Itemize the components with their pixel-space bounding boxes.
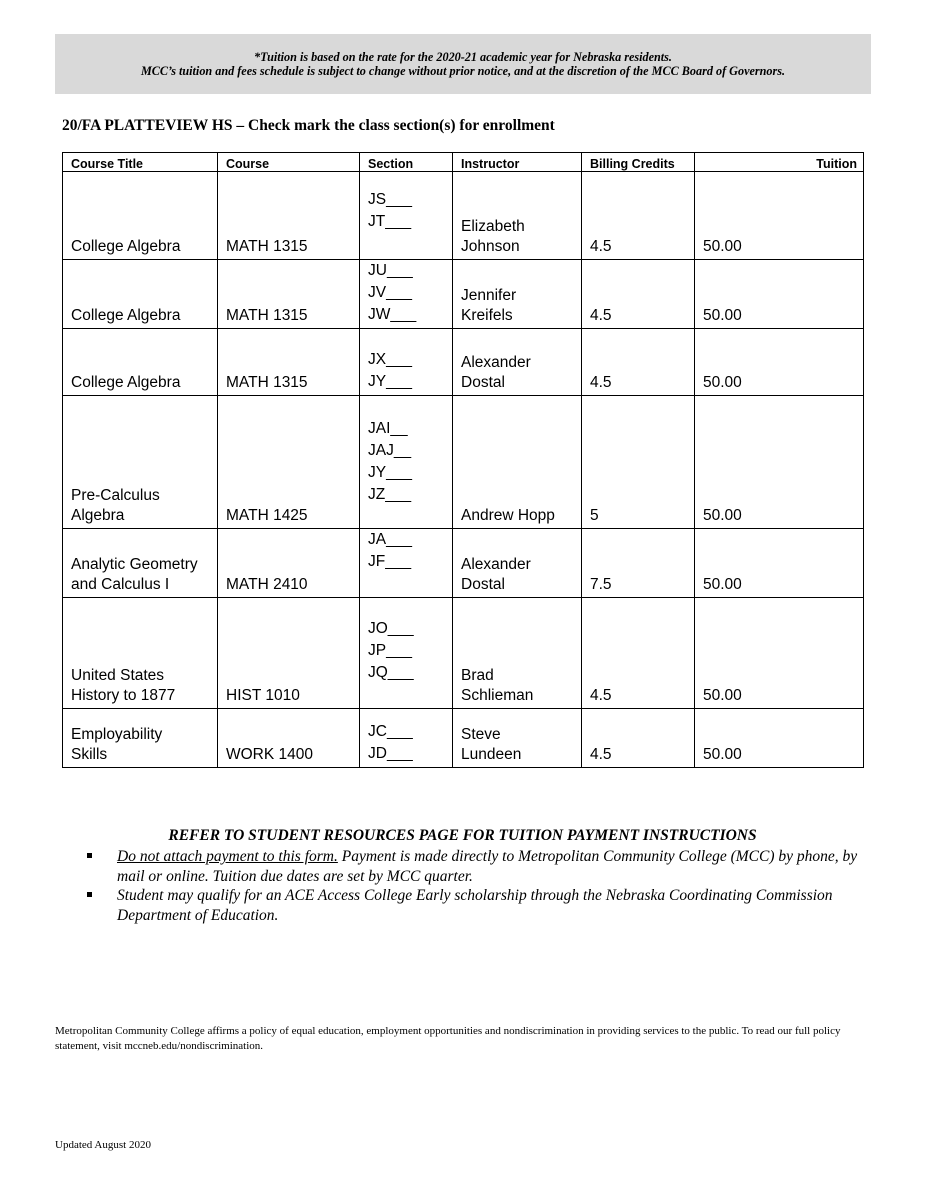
section-checkbox-cell[interactable]: JU___ JV___ JW___	[360, 260, 453, 329]
header-course: Course	[218, 153, 360, 172]
tuition-cell: 50.00	[695, 172, 864, 260]
course-title-cell: College Algebra	[63, 260, 218, 329]
instructor-cell: Alexander Dostal	[453, 529, 582, 598]
course-title-cell: United States History to 1877	[63, 598, 218, 709]
square-bullet-icon	[87, 892, 92, 897]
tuition-cell: 50.00	[695, 260, 864, 329]
tuition-cell: 50.00	[695, 709, 864, 768]
section-checkbox-cell[interactable]: JA___ JF___	[360, 529, 453, 598]
course-code-cell: MATH 1315	[218, 172, 360, 260]
table-header-row	[63, 153, 864, 172]
billing-credits-cell: 4.5	[582, 260, 695, 329]
course-title-cell: College Algebra	[63, 172, 218, 260]
list-item	[87, 847, 867, 886]
table-row	[63, 529, 864, 598]
header-billing-credits: Billing Credits	[582, 153, 695, 172]
refer-heading: REFER TO STUDENT RESOURCES PAGE FOR TUITION PAYMENT INSTRUCTIONS	[168, 827, 757, 844]
square-bullet-icon	[87, 853, 92, 858]
instructor-cell: Alexander Dostal	[453, 329, 582, 396]
header-section: Section	[360, 153, 453, 172]
course-code-cell: HIST 1010	[218, 598, 360, 709]
header-course-title: Course Title	[63, 153, 218, 172]
tuition-notice-line-1: *Tuition is based on the rate for the 2020-21 academic year for Nebraska residents.	[254, 50, 672, 64]
tuition-cell: 50.00	[695, 529, 864, 598]
course-code-cell: WORK 1400	[218, 709, 360, 768]
tuition-cell: 50.00	[695, 396, 864, 529]
billing-credits-cell: 7.5	[582, 529, 695, 598]
instructor-cell: Andrew Hopp	[453, 396, 582, 529]
form-title: 20/FA PLATTEVIEW HS – Check mark the class section(s) for enrollment	[62, 117, 555, 134]
course-code-cell: MATH 1315	[218, 329, 360, 396]
tuition-cell: 50.00	[695, 598, 864, 709]
section-checkbox-cell[interactable]: JO___ JP___ JQ___	[360, 598, 453, 709]
section-checkbox-cell[interactable]: JX___ JY___	[360, 329, 453, 396]
course-title-cell: College Algebra	[63, 329, 218, 396]
table-row	[63, 329, 864, 396]
scholarship-note-text: Student may qualify for an ACE Access College Early scholarship through the Nebraska Coordinating Commission Department of Education.	[117, 887, 833, 924]
instructor-cell: Steve Lundeen	[453, 709, 582, 768]
course-table	[62, 152, 864, 768]
payment-instructions-list	[87, 847, 867, 925]
course-code-cell: MATH 2410	[218, 529, 360, 598]
tuition-notice-line-2: MCC’s tuition and fees schedule is subject to change without prior notice, and at the discretion of the MCC Board of Governors.	[140, 64, 786, 78]
header-instructor: Instructor	[453, 153, 582, 172]
table-row	[63, 598, 864, 709]
section-checkbox-cell[interactable]: JC___ JD___	[360, 709, 453, 768]
instructor-cell: Jennifer Kreifels	[453, 260, 582, 329]
instructor-cell: Brad Schlieman	[453, 598, 582, 709]
tuition-notice-banner	[55, 34, 871, 94]
header-tuition: Tuition	[695, 153, 864, 172]
no-payment-note: Do not attach payment to this form.	[117, 848, 338, 865]
tuition-cell: 50.00	[695, 329, 864, 396]
table-row	[63, 260, 864, 329]
billing-credits-cell: 5	[582, 396, 695, 529]
course-code-cell: MATH 1315	[218, 260, 360, 329]
section-checkbox-cell[interactable]: JS___ JT___	[360, 172, 453, 260]
billing-credits-cell: 4.5	[582, 329, 695, 396]
section-checkbox-cell[interactable]: JAI__ JAJ__ JY___ JZ___	[360, 396, 453, 529]
course-code-cell: MATH 1425	[218, 396, 360, 529]
billing-credits-cell: 4.5	[582, 598, 695, 709]
table-row	[63, 396, 864, 529]
updated-date: Updated August 2020	[55, 1139, 151, 1151]
course-title-cell: Employability Skills	[63, 709, 218, 768]
instructor-cell: Elizabeth Johnson	[453, 172, 582, 260]
nondiscrimination-policy: Metropolitan Community College affirms a policy of equal education, employment opportunities and nondiscrimination in providing services to the public. To read our full policy statement, visit mccneb.edu/nondiscrimination.	[55, 1025, 841, 1052]
list-item	[87, 886, 867, 925]
payment-note-text: Payment is made directly to Metropolitan Community College (MCC) by phone, by mail or online. Tuition due dates are set by MCC quarter.	[117, 848, 858, 885]
table-row	[63, 709, 864, 768]
course-title-cell: Pre-Calculus Algebra	[63, 396, 218, 529]
course-title-cell: Analytic Geometry and Calculus I	[63, 529, 218, 598]
billing-credits-cell: 4.5	[582, 709, 695, 768]
billing-credits-cell: 4.5	[582, 172, 695, 260]
table-row	[63, 172, 864, 260]
